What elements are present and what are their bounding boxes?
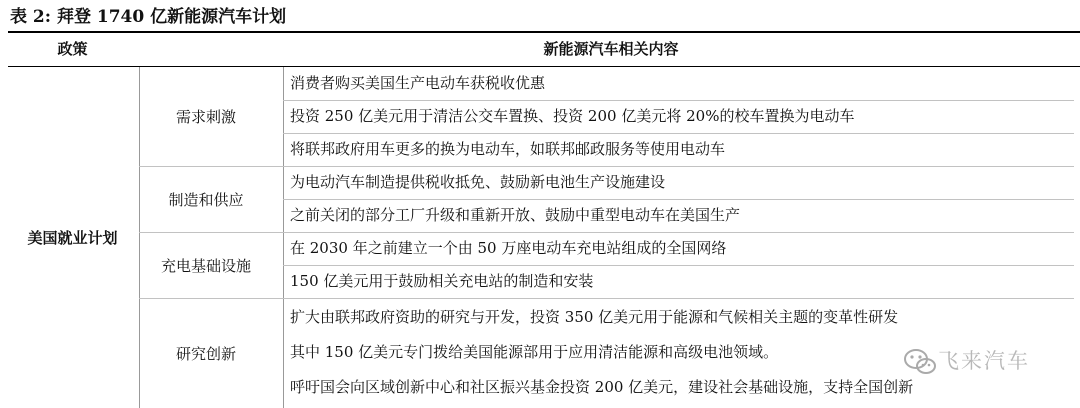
item-demand-3: 将联邦政府用车更多的换为电动车，如联邦邮政服务等使用电动车 (290, 140, 726, 158)
policy-name: 美国就业计划 (27, 229, 118, 247)
category-manufacturing: 制造和供应 (168, 190, 244, 209)
item-research-1: 扩大由联邦政府资助的研究与开发，投资 350 亿美元用于能源和气候相关主题的变革性研发 (290, 308, 899, 326)
item-charging-1: 在 2030 年之前建立一个由 50 万座电动车充电站组成的全国网络 (290, 239, 727, 257)
item-charging-2: 150 亿美元用于鼓励相关充电站的制造和安装 (290, 272, 594, 290)
watermark-text: 飞来汽车 (938, 349, 1030, 373)
category-demand: 需求刺激 (175, 108, 236, 126)
item-research-3: 呼吁国会向区域创新中心和社区振兴基金投资 200 亿美元，建设社会基础设施，支持全国创新 (290, 378, 914, 396)
header-policy: 政策 (57, 40, 88, 58)
category-divider (283, 67, 284, 408)
item-manufacturing-2: 之前关闭的部分工厂升级和重新开放、鼓励中重型电动车在美国生产 (290, 206, 741, 224)
item-demand-2: 投资 250 亿美元用于清洁公交车置换、投资 200 亿美元将 20%的校车置换为电动车 (290, 107, 855, 125)
policy-divider (139, 67, 140, 408)
item-demand-1: 消费者购买美国生产电动车获税收优惠 (290, 74, 546, 92)
table-title: 表 2: 拜登 1740 亿新能源汽车计划 (10, 7, 287, 27)
item-research-2: 其中 150 亿美元专门拨给美国能源部用于应用清洁能源和高级电池领域。 (290, 343, 779, 361)
wechat-icon (902, 347, 938, 377)
category-charging: 充电基础设施 (160, 256, 251, 275)
category-research: 研究创新 (175, 344, 236, 363)
header-content: 新能源汽车相关内容 (543, 40, 679, 58)
watermark (898, 343, 1080, 408)
category-separator (139, 298, 1074, 299)
item-manufacturing-1: 为电动汽车制造提供税收抵免、鼓励新电池生产设施建设 (290, 173, 666, 191)
